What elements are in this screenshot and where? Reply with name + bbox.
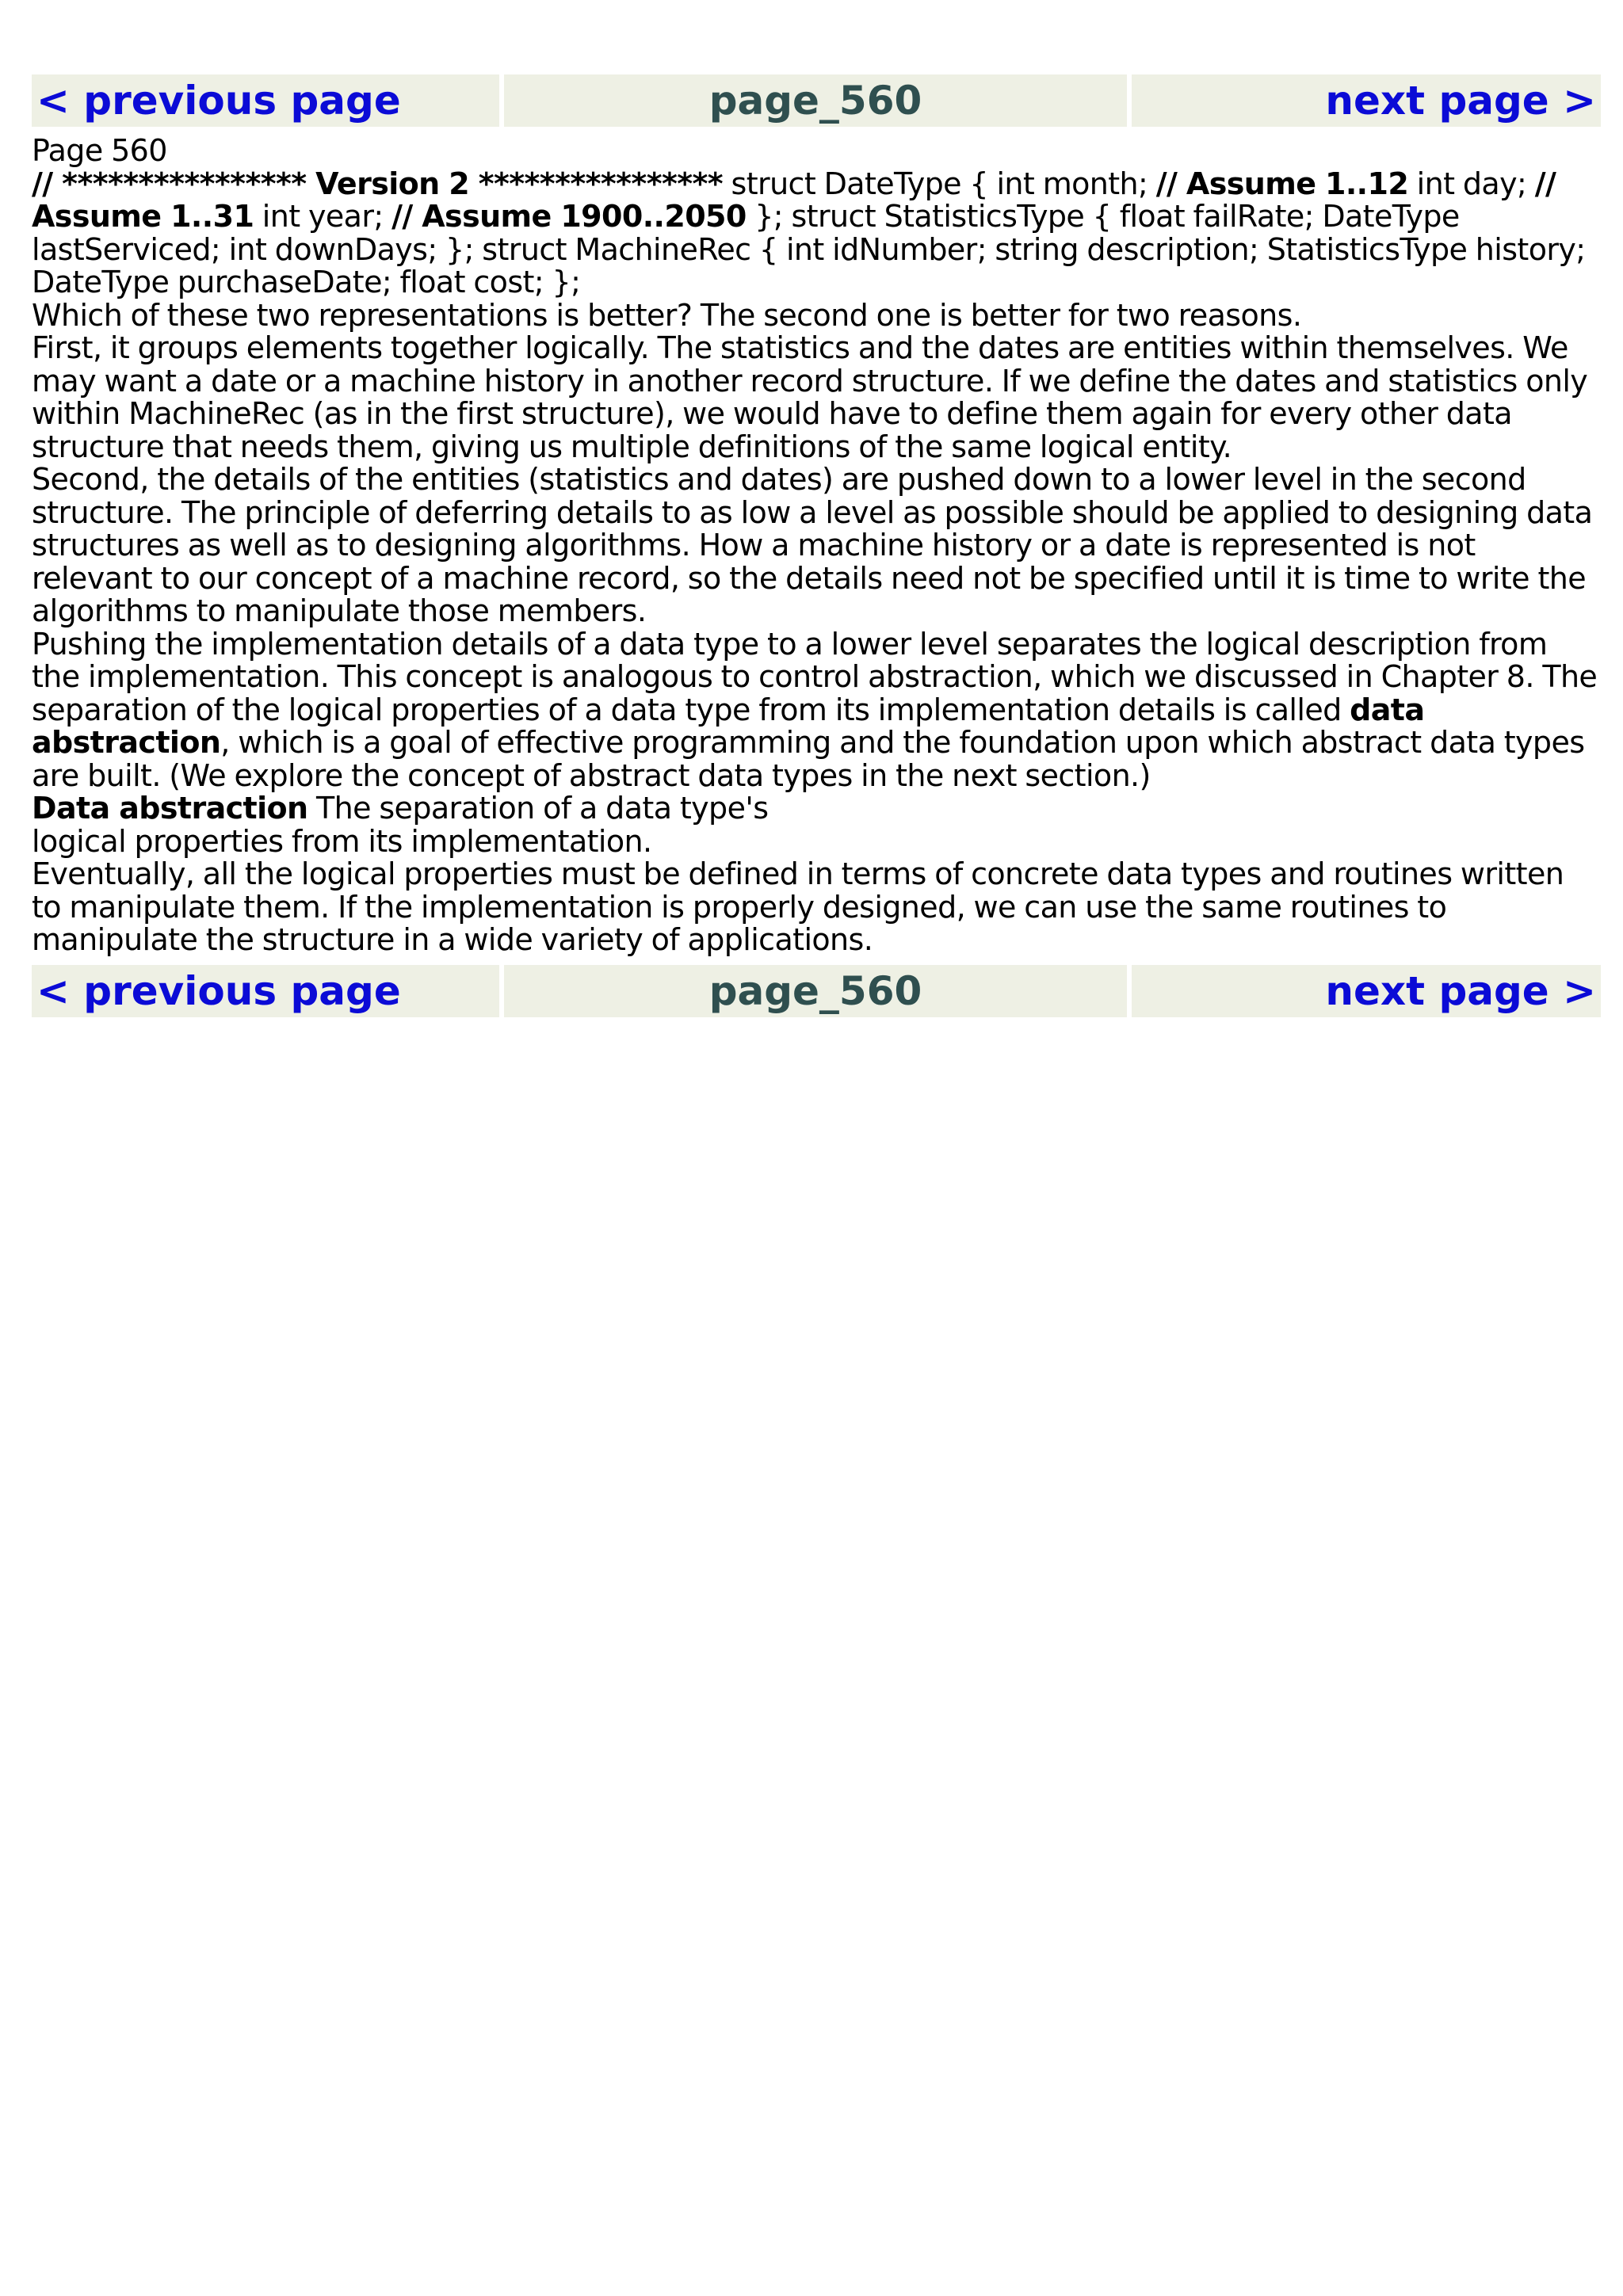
code-comment-month: // Assume 1..12 [1155, 166, 1409, 201]
bottom-page-number: page_560 [708, 967, 922, 1014]
page-content [32, 135, 1601, 957]
code-struct-date-open: struct DateType { int month; [723, 166, 1156, 201]
top-page-number-cell [504, 74, 1127, 127]
page [32, 74, 1601, 1017]
paragraph-second-reason: Second, the details of the entities (statistics and dates) are pushed down to a lower level in the second structure. The principle of deferring details to as low a level as possible should be applied to designing data structures as well as to designing algorithms. How a machine history or a date is represented is not relevant to our concept of a machine record, so the details need not be specified until it is time to write the algorithms to manipulate those members. [32, 462, 1593, 628]
code-field-year: int year; [254, 199, 392, 234]
bottom-next-page-link[interactable]: next page > [1325, 967, 1596, 1014]
paragraph-first-reason: First, it groups elements together logically. The statistics and the dates are entities within themselves. We may want a date or a machine history in another record structure. If we define the dates and statistics only within MachineRec (as in the first structure), we would have to define them again for every other data structure that needs them, giving us multiple definitions of the same logical entity. [32, 330, 1588, 464]
top-navigation-bar [32, 74, 1601, 127]
top-previous-page-link[interactable]: < previous page [36, 78, 401, 124]
page-heading: Page 560 [32, 133, 167, 168]
paragraph-question: Which of these two representations is better? The second one is better for two reasons. [32, 297, 1302, 333]
paragraph-pushing-start: Pushing the implementation details of a data type to a lower level separates the logical description from the implementation. This concept is analogous to control abstraction, which we discussed in Chapter 8. The separation of the logical properties of a data type from its implementation details is called [32, 626, 1598, 727]
top-previous-page-cell [32, 74, 499, 127]
bottom-next-page-cell [1132, 965, 1601, 1017]
bottom-previous-page-cell [32, 965, 499, 1017]
code-field-day: int day; [1408, 166, 1535, 201]
term-data-abstraction: data abstraction [32, 692, 1425, 760]
code-rest: }; struct StatisticsType { float failRate; DateType lastServiced; int downDays; }; struct MachineRec { int idNumber; string description; StatisticsType history; DateType purchaseDate; float cost; }; [32, 199, 1586, 299]
paragraph-pushing-details [32, 628, 1601, 793]
top-next-page-link[interactable]: next page > [1325, 78, 1596, 124]
code-listing [32, 168, 1601, 299]
code-comment-day: // Assume 1..31 [32, 166, 1556, 234]
bottom-previous-page-link[interactable]: < previous page [36, 967, 401, 1014]
bottom-page-number-cell [504, 965, 1127, 1017]
code-comment-version: // **************** Version 2 **************** [32, 166, 724, 201]
definition-term: Data abstraction [32, 791, 308, 826]
code-comment-year: // Assume 1900..2050 [391, 199, 747, 234]
definition-box [32, 792, 1601, 858]
top-next-page-cell [1132, 74, 1601, 127]
paragraph-pushing-end: , which is a goal of effective programming and the foundation upon which abstract data types are built. (We explore the concept of abstract data types in the next section.) [32, 725, 1585, 793]
bottom-navigation-bar [32, 965, 1601, 1017]
paragraph-eventually: Eventually, all the logical properties must be defined in terms of concrete data types and routines written to manipulate them. If the implementation is properly designed, we can use the same routines to manipulate the structure in a wide variety of applications. [32, 856, 1564, 957]
definition-text: The separation of a data type's logical properties from its implementation. [32, 791, 769, 859]
top-page-number: page_560 [708, 78, 922, 124]
